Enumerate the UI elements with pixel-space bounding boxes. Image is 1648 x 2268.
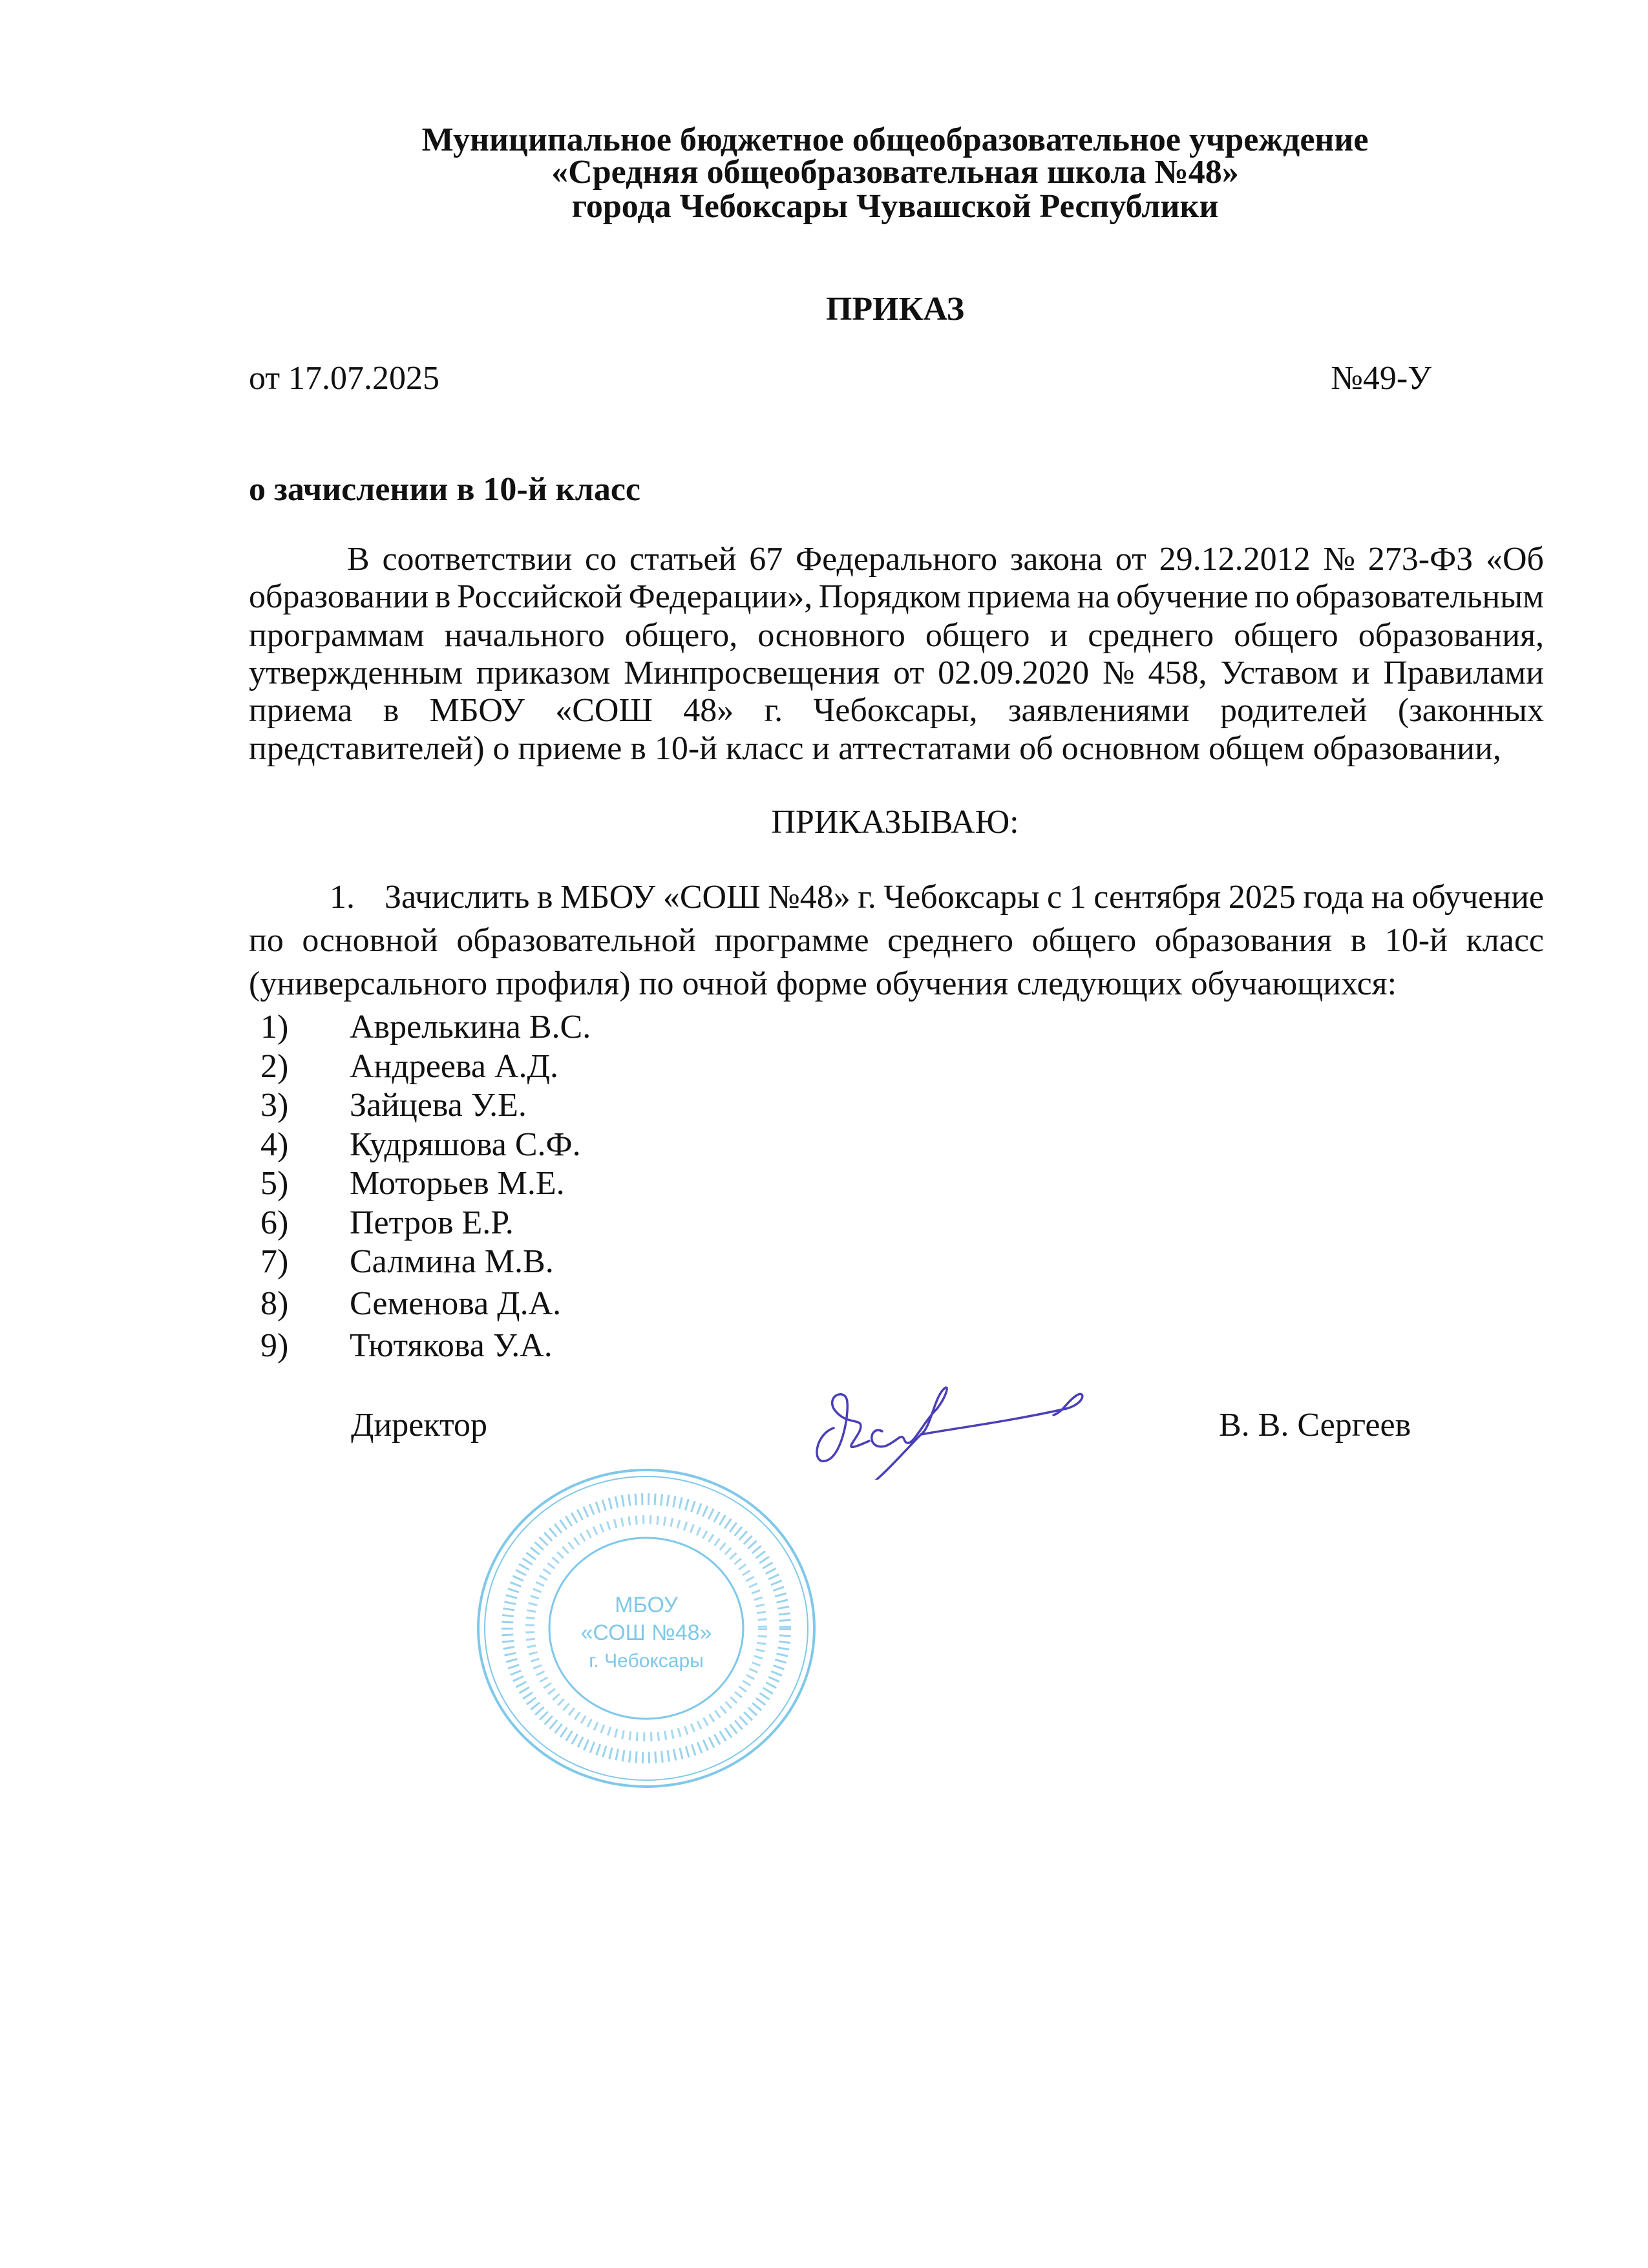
student-number: 7) [260,1243,289,1280]
preamble-line [249,730,1544,768]
document-title: ПРИКАЗ [825,291,965,328]
header-line-1: Муниципальное бюджетное общеобразовательное учреждение [421,121,1369,158]
student-number: 5) [260,1165,289,1202]
preamble-line-text: утвержденным приказом Минпросвещения от 02.09.2020 № 458, Уставом и Правилами [249,655,1544,691]
student-name: Моторьев М.Е. [350,1165,565,1202]
order-number: №49-У [1331,360,1431,397]
school-seal [475,1467,818,1790]
preamble-line-text: приема в МБОУ «СОШ 48» г. Чебоксары, заявлениями родителей (законных [249,692,1544,729]
student-number: 4) [260,1126,289,1163]
preamble-line-text: образовании в Российской Федерации», Порядком приема на обучение по образовательным [249,578,1544,615]
preamble-line [347,541,1544,578]
student-name: Семенова Д.А. [350,1285,562,1322]
item-line [249,965,1544,1003]
order-subject: о зачислении в 10-й класс [249,471,640,508]
preamble-line [249,617,1544,655]
preamble-line-text: В соответствии со статьей 67 Федерального закона от 29.12.2012 № 273-ФЗ «Об [347,541,1544,578]
item-line-text: Зачислить в МБОУ «СОШ №48» г. Чебоксары с 1 сентября 2025 года на обучение [385,879,1544,916]
student-number: 2) [260,1048,289,1085]
preamble-line-text: программам начального общего, основного общего и среднего общего образования, [249,617,1544,654]
student-name: Кудряшова С.Ф. [350,1126,581,1163]
preamble-line [249,655,1544,692]
student-number: 8) [260,1285,289,1322]
header-line-3: города Чебоксары Чувашской Республики [571,188,1219,225]
preamble-line-text: представителей) о приеме в 10-й класс и аттестатами об основном общем образовании, [249,730,1501,767]
student-name: Тютякова У.А. [350,1327,553,1364]
header-line-2: «Средняя общеобразовательная школа №48» [551,154,1239,191]
order-word: ПРИКАЗЫВАЮ: [771,804,1019,841]
preamble-line [249,692,1544,730]
item-number: 1. [330,879,355,916]
student-name: Андреева А.Д. [350,1048,558,1085]
student-number: 1) [260,1009,289,1045]
seal-center-line-1: МБОУ [615,1593,678,1617]
seal-center-line-2: «СОШ №48» [580,1621,712,1645]
student-number: 3) [260,1087,289,1124]
student-name: Зайцева У.Е. [350,1087,527,1124]
student-name: Аврелькина В.С. [350,1009,591,1045]
signatory-position: Директор [351,1407,487,1444]
student-number: 9) [260,1327,289,1364]
signatory-name: В. В. Сергеев [1219,1407,1411,1444]
student-name: Салмина М.В. [350,1243,554,1280]
item-line [249,922,1544,960]
student-name: Петров Е.Р. [350,1204,514,1241]
item-line [385,879,1544,916]
item-line-text: по основной образовательной программе среднего общего образования в 10-й класс [249,922,1544,959]
director-signature [808,1370,1099,1480]
preamble-line [249,578,1544,616]
item-line-text: (универсального профиля) по очной форме обучения следующих обучающихся: [249,965,1397,1002]
order-date: от 17.07.2025 [249,360,440,397]
student-number: 6) [260,1204,289,1241]
seal-center-line-3: г. Чебоксары [589,1650,704,1672]
